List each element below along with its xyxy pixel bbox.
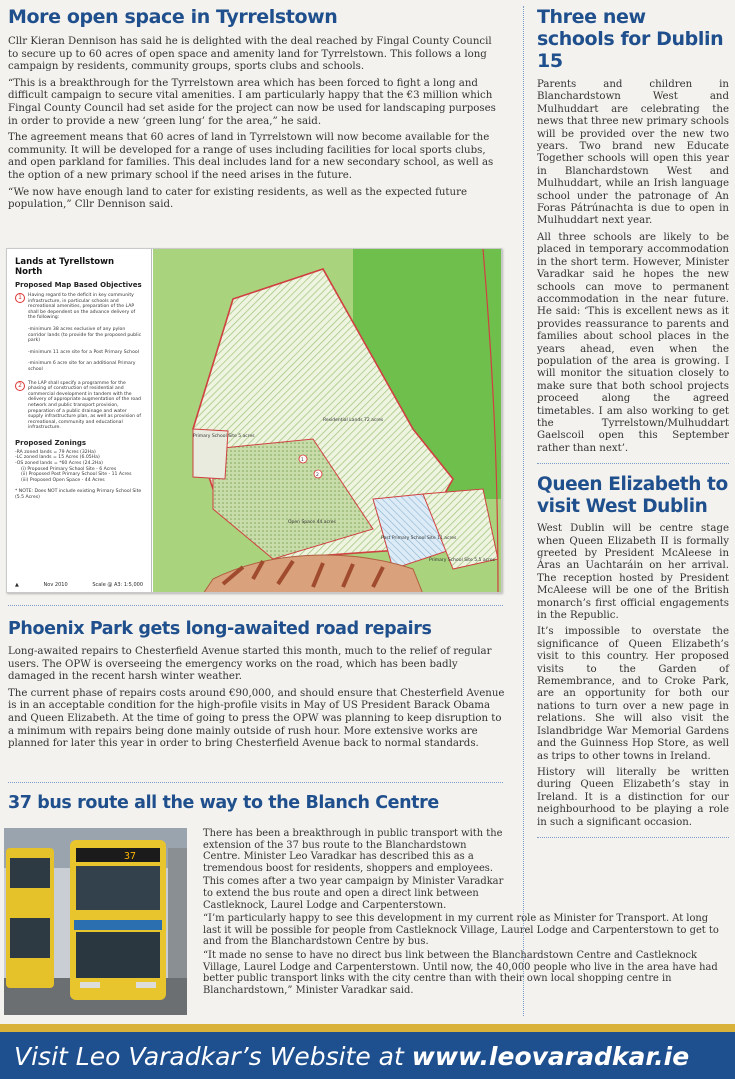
article-paragraph: “We now have enough land to cater for existing residents, as well as the expected future population,” Cllr Dennison said. [8, 186, 467, 211]
bus-route-number: 37 [124, 851, 137, 862]
zoning-item: (iii) Proposed Open Space - 44 Acres [21, 477, 105, 483]
article-paragraph: “It made no sense to have no direct bus link between the Blanchardstown Centre and Castleknock Village, Laurel Lodge and Carpenterstown. Until now, the 40,000 people who live in the area have had better public transport links with the city centre than with their own local shopping centre in Blanchardstown,” Minister Varadkar said. [203, 949, 718, 996]
objective-text: The LAP shall specify a programme for the phasing of construction of residential and commercial development in tandem with the delivery of appropriate augmentation of the road network and public transport provision, preparation of a public drainage and water supply infrastructure plan, as well as provision of recreational, community and educational infrastructure. [28, 380, 141, 431]
map-date: Nov 2010 [43, 582, 68, 588]
zoning-item: -OS zoned lands = *60 Acres (24.2Ha) [15, 461, 103, 467]
bus-photo [4, 828, 187, 1015]
label-residential: Residential Lands 72 acres [323, 418, 384, 423]
objective-marker-label: 1 [301, 458, 304, 463]
right-column [537, 6, 729, 838]
article-title: Three new schools for Dublin 15 [537, 6, 724, 72]
zoning-item: -RA zoned lands = 79 Acres (32Ha) [15, 449, 96, 455]
article-title: 37 bus route all the way to the Blanch Centre [8, 793, 439, 813]
objective-number-icon: 1 [15, 293, 25, 303]
article-paragraph: History will literally be written during Queen Elizabeth’s stay in Ireland. It is a distinction for our neighbourhood to be playing a role in such a significant occasion. [537, 766, 729, 828]
article-paragraph: Cllr Kieran Dennison has said he is delighted with the deal reached by Fingal County Council to secure up to 60 acres of open space and amenity land for Tyrrelstown. This follows a long campaign by residents, community groups, sports clubs and schools. [8, 36, 492, 73]
article-paragraph: There has been a breakthrough in public transport with the extension of the 37 bus route to the Blanchardstown Centre. Minister Leo Varadkar has described this as a tremendous boost for residents, shoppers and employees. [203, 828, 503, 874]
section-divider [8, 782, 503, 783]
zoning-map-drawing [153, 249, 502, 593]
article-paragraph: West Dublin will be centre stage when Queen Elizabeth II is formally greeted by President McAleese in Áras an Uachtaráin on her arrival. The reception hosted by President McAleese will be one of the British monarch’s first official engagements in the Republic. [537, 523, 729, 622]
section-divider [8, 605, 503, 606]
article-paragraph: The agreement means that 60 acres of land in Tyrrelstown will now become available for the community. It will be developed for a range of uses including facilities for local sports clubs, and open parkland for families. This deal includes land for a new secondary school, as well as the option of a new primary school if the need arises in the future. [8, 132, 494, 181]
footer-lead-text: Visit Leo Varadkar’s Website at [14, 1042, 412, 1071]
label-post-primary: Post Primary School Site 11 acres [381, 536, 457, 541]
map-footer [15, 582, 143, 588]
bus-illustration [4, 828, 187, 1015]
footer-accent-stripe [0, 1024, 735, 1032]
label-primary-new: Primary School Site 5.5 acres [429, 558, 495, 563]
footer-banner [0, 1032, 735, 1079]
north-arrow-icon: ▲ [15, 582, 19, 588]
article-queen-visit [537, 474, 729, 829]
article-paragraph: All three schools are likely to be placed in temporary accommodation in the short term. However, Minister Varadkar said he hopes the new schools can move to permanent accommodation in the near future. He said: ‘This is excellent news as it provides reassurance to parents and families about school places in the years ahead, even when the population of the area is growing. I will monitor the situation closely to make sure that both school projects proceed along the agreed timetables. I am also working to get the Tyrrelstown/Mulhuddart Gaelscoil open this September rather than next’. [537, 231, 729, 454]
objective-marker-label: 2 [316, 473, 319, 478]
website-link[interactable]: www.leovaradkar.ie [411, 1042, 690, 1071]
article-paragraph: “This is a breakthrough for the Tyrrelstown area which has been forced to fight a long and difficult campaign to secure vital amenities. I am particularly happy that the €3 million which Fingal County Council had set aside for the project can now be used for landscaping purposes in order to provide a new ‘green lung’ for the area,” he said. [8, 77, 496, 127]
map-title: Lands at Tyrellstown North [15, 257, 115, 277]
zoning-item: (i) Proposed Primary School Site - 6 Acres [21, 466, 117, 472]
article-open-space [8, 6, 505, 212]
map-legend [7, 249, 152, 593]
column-divider [523, 6, 524, 1016]
article-bus-route [203, 828, 723, 998]
article-title: Queen Elizabeth to visit West Dublin [537, 474, 728, 518]
article-title: Phoenix Park gets long-awaited road repairs [8, 619, 432, 639]
map-objective-1 [15, 293, 143, 373]
objective-text: Having regard to the deficit in key community infrastructure, in particular schools and recreational amenities, preparation of the LAP shall be dependent on the advance delivery of the following: [28, 293, 136, 321]
zoning-map-figure [6, 248, 502, 593]
zonings-title: Proposed Zonings [15, 438, 87, 447]
objective-bullet: -minimum 11 acre site for a Post Primary School [28, 349, 139, 355]
article-title: More open space in Tyrrelstown [8, 6, 338, 28]
map-scale: Scale @ A3: 1:5,000 [92, 582, 143, 588]
label-primary-existing: Primary School Site 5 acres [193, 434, 255, 439]
zoning-item: (ii) Proposed Post Primary School Site - 11 Acres [21, 472, 132, 478]
zoning-item: -LC zoned lands = 15 Acres (6.05Ha) [15, 455, 100, 461]
article-paragraph: “I’m particularly happy to see this development in my current role as Minister for Transport. At long last it will be possible for people from Castleknock Village, Laurel Lodge and Carpenterstown to get to and from the Blanchardstown Centre by bus. [203, 913, 719, 948]
objective-bullet: -minimum 6 acre site for an additional Primary school [28, 361, 136, 372]
article-paragraph: The current phase of repairs costs around €90,000, and should ensure that Chesterfield Avenue is in an acceptable condition for the high-profile visits in May of US President Barack Obama and Queen Elizabeth. At the time of going to press the OPW was planning to keep disruption to a minimum with repairs being done mainly outside of rush hour. More extensive works are planned for later this year in order to bring Chesterfield Avenue back to normal standards. [8, 687, 505, 750]
section-divider [537, 837, 729, 838]
article-phoenix-park [8, 618, 505, 755]
section-divider [537, 463, 729, 464]
article-paragraph: It’s impossible to overstate the significance of Queen Elizabeth’s visit to this country. Her proposed visits to the Garden of Remembrance, and to Croke Park, are an opportunity for both our nations to turn over a new page in relations. She will also visit the Islandbridge War Memorial Gardens and the Guinness Hop Store, as well as trips to other towns in Ireland. [537, 626, 729, 762]
map-subtitle: Proposed Map Based Objectives [15, 281, 142, 289]
objective-number-icon: 2 [15, 381, 25, 391]
article-schools [537, 6, 729, 455]
map-objective-2 [15, 381, 143, 431]
zoning-note: * NOTE: Does NOT include existing Primary School Site (5.5 Acres) [15, 489, 142, 501]
article-paragraph: Long-awaited repairs to Chesterfield Avenue started this month, much to the relief of regular users. The OPW is overseeing the emergency works on the road, which has been badly damaged in the recent harsh winter weather. [8, 646, 492, 683]
article-paragraph: This comes after a two year campaign by Minister Varadkar to extend the bus route and open a direct link between Castleknock, Laurel Lodge and Carpenterstown. [203, 876, 504, 911]
left-column [8, 6, 505, 216]
article-paragraph: Parents and children in Blanchardstown West and Mulhuddart are celebrating the news that three new primary schools will be provided over the new two years. Two brand new Educate Together schools will open this year in Blanchardstown West and Mulhuddart, while an Irish language school under the patronage of An Foras Pátrúnachta is due to open in Mulhuddart next year. [537, 79, 729, 227]
objective-bullet: -minimum 38 acres exclusive of any pylon corridor lands (to provide for the proposed public park) [28, 326, 142, 344]
label-open-space: Open Space 44 acres [288, 520, 336, 525]
